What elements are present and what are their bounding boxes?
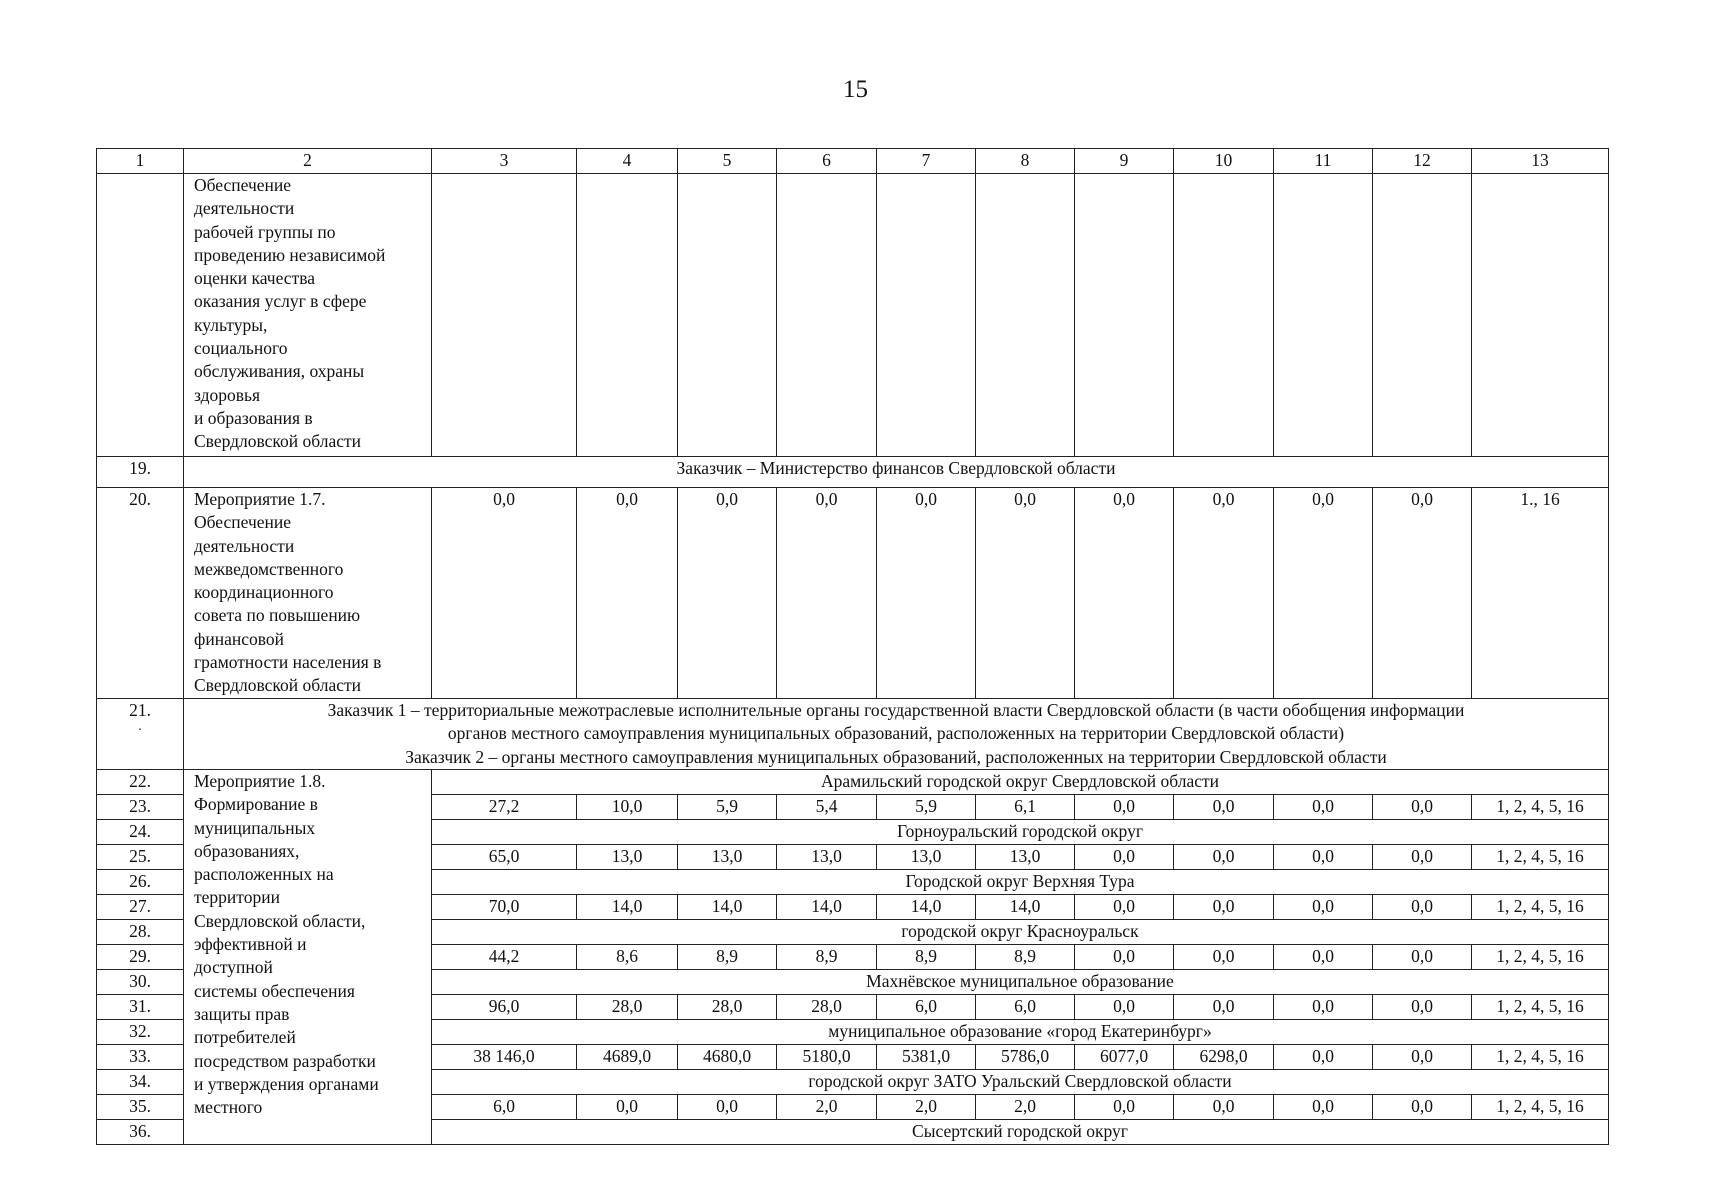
column-header: 5 [678,149,777,174]
measure-description [184,174,432,457]
value-cell: 0,0 [1274,1095,1373,1120]
description-line: защиты прав [194,1003,290,1024]
value-cell: 0,0 [1373,995,1472,1020]
value-cell: 14,0 [976,895,1075,920]
column-header: 3 [432,149,577,174]
value-cell: 8,9 [877,945,976,970]
target-indicators: 1, 2, 4, 5, 16 [1472,995,1609,1020]
column-header: 2 [184,149,432,174]
row-number: 20. [97,488,184,699]
row-mark: · [137,723,143,739]
description-line: эффективной и [194,934,307,955]
value-cell: 0,0 [577,1095,678,1120]
banner-line: Заказчик 1 – территориальные межотраслевые исполнительные органы государственной власти Свердловской области (в части обобщения информации [327,700,1465,720]
value-cell: 0,0 [777,488,877,699]
value-cell: 14,0 [877,895,976,920]
value-cell: 6,0 [976,995,1075,1020]
value-cell: 4680,0 [678,1045,777,1070]
municipality-name: городской округ ЗАТО Уральский Свердловской области [432,1070,1609,1095]
row-number: 19. [97,457,184,488]
value-cell: 0,0 [678,488,777,699]
value-cell: 2,0 [976,1095,1075,1120]
description-line: образованиях, [194,840,300,861]
description-line: муниципальных [194,817,316,838]
value-cell: 13,0 [577,845,678,870]
row-number [97,699,184,770]
column-header: 10 [1174,149,1274,174]
value-cell: 0,0 [1373,1045,1472,1070]
customer-banner: Заказчик – Министерство финансов Свердловской области [184,457,1609,488]
row-number-text: 21. [129,700,151,720]
description-line: грамотности населения в [194,652,382,673]
table-row [97,699,1609,770]
value-cell: 0,0 [1274,895,1373,920]
description-line: оценки качества [194,268,316,289]
municipality-name: Арамильский городской округ Свердловской области [432,770,1609,795]
value-cell: 96,0 [432,995,577,1020]
row-number: 31. [97,995,184,1020]
value-cell: 13,0 [678,845,777,870]
description-line: деятельности [194,198,295,219]
value-cell: 13,0 [777,845,877,870]
value-cell: 0,0 [1075,945,1174,970]
row-number: 28. [97,920,184,945]
row-number: 33. [97,1045,184,1070]
measure-description [184,488,432,699]
target-indicators: 1, 2, 4, 5, 16 [1472,1045,1609,1070]
value-cell: 0,0 [1274,1045,1373,1070]
value-cell: 0,0 [1075,995,1174,1020]
value-cell: 8,9 [976,945,1075,970]
municipality-name: Сысертский городской округ [432,1120,1609,1145]
row-number: 35. [97,1095,184,1120]
description-line: деятельности [194,535,295,556]
value-cell: 4689,0 [577,1045,678,1070]
description-line: расположенных на [194,864,334,885]
description-line: культуры, [194,314,268,335]
description-line: рабочей группы по [194,221,336,242]
row-number: 29. [97,945,184,970]
value-cell: 5,9 [877,795,976,820]
description-line: доступной [194,957,273,978]
column-header: 8 [976,149,1075,174]
description-line: обслуживания, охраны [194,361,365,382]
description-line: Формирование в [194,794,318,815]
column-header: 12 [1373,149,1472,174]
municipality-name: Городской округ Верхняя Тура [432,870,1609,895]
value-cell: 70,0 [432,895,577,920]
municipality-name: Горноуральский городской округ [432,820,1609,845]
value-cell: 0,0 [1174,1095,1274,1120]
description-line: Свердловской области [194,675,362,696]
page-number: 15 [843,76,868,103]
description-line: территории [194,887,280,908]
value-cell: 5,4 [777,795,877,820]
value-cell: 65,0 [432,845,577,870]
column-header: 7 [877,149,976,174]
value-cell: 0,0 [1075,488,1174,699]
value-cell: 44,2 [432,945,577,970]
value-cell: 0,0 [1075,845,1174,870]
value-cell: 6,1 [976,795,1075,820]
value-cell: 14,0 [678,895,777,920]
description-line: и образования в [194,407,313,428]
value-cell: 28,0 [577,995,678,1020]
description-line: проведению независимой [194,244,386,265]
description-line: социального [194,338,288,359]
table-row [97,488,1609,699]
description-line: Мероприятие 1.8. [194,771,326,791]
column-header: 13 [1472,149,1609,174]
value-cell: 13,0 [877,845,976,870]
value-cell: 6,0 [877,995,976,1020]
description-line: местного [194,1097,263,1118]
customer-banner [184,699,1609,770]
row-number: 22. [97,770,184,795]
municipality-name: Махнёвское муниципальное образование [432,970,1609,995]
value-cell: 6,0 [432,1095,577,1120]
table-row [97,770,1609,795]
value-cell: 0,0 [877,488,976,699]
value-cell: 0,0 [1274,845,1373,870]
value-cell: 0,0 [1373,845,1472,870]
value-cell: 5,9 [678,795,777,820]
value-cell: 5786,0 [976,1045,1075,1070]
value-cell: 38 146,0 [432,1045,577,1070]
description-line: координационного [194,582,334,603]
banner-line: Заказчик 2 – органы местного самоуправления муниципальных образований, расположенных на территории Свердловской области [405,746,1387,767]
value-cell: 0,0 [1174,488,1274,699]
value-cell: 10,0 [577,795,678,820]
row-number: 34. [97,1070,184,1095]
target-indicators: 1, 2, 4, 5, 16 [1472,1095,1609,1120]
municipality-name: муниципальное образование «город Екатеринбург» [432,1020,1609,1045]
row-number: 24. [97,820,184,845]
value-cell: 0,0 [432,488,577,699]
description-line: Мероприятие 1.7. [194,489,326,509]
row-number: 32. [97,1020,184,1045]
value-cell: 0,0 [1274,945,1373,970]
value-cell: 0,0 [1373,795,1472,820]
value-cell: 2,0 [777,1095,877,1120]
value-cell: 6298,0 [1174,1045,1274,1070]
municipality-name: городской округ Красноуральск [432,920,1609,945]
value-cell: 8,6 [577,945,678,970]
description-line: Обеспечение [194,512,292,533]
value-cell: 0,0 [1373,895,1472,920]
value-cell: 8,9 [777,945,877,970]
target-indicators: 1, 2, 4, 5, 16 [1472,795,1609,820]
column-header: 11 [1274,149,1373,174]
measure-description [184,770,432,1145]
program-table [96,148,1609,1145]
description-line: совета по повышению [194,605,361,626]
description-line: потребителей [194,1027,296,1048]
table-row [97,174,1609,457]
value-cell: 0,0 [1075,895,1174,920]
row-number: 23. [97,795,184,820]
value-cell: 14,0 [577,895,678,920]
target-indicators: 1, 2, 4, 5, 16 [1472,895,1609,920]
value-cell: 0,0 [1274,995,1373,1020]
value-cell: 0,0 [1373,488,1472,699]
value-cell: 0,0 [577,488,678,699]
value-cell: 28,0 [678,995,777,1020]
value-cell: 0,0 [1373,1095,1472,1120]
description-line: Свердловской области, [194,910,366,931]
row-number-cell [97,174,184,457]
row-number: 27. [97,895,184,920]
description-line: Свердловской области [194,431,362,452]
column-header: 1 [97,149,184,174]
description-line: посредством разработки [194,1050,376,1071]
table-row [97,457,1609,488]
value-cell: 0,0 [1174,795,1274,820]
value-cell: 0,0 [1274,795,1373,820]
value-cell: 0,0 [976,488,1075,699]
column-header: 6 [777,149,877,174]
value-cell: 0,0 [1075,795,1174,820]
target-indicators: 1, 2, 4, 5, 16 [1472,845,1609,870]
value-cell: 6077,0 [1075,1045,1174,1070]
description-line: межведомственного [194,558,344,579]
value-cell: 0,0 [1274,488,1373,699]
description-line: и утверждения органами [194,1073,379,1094]
description-line: оказания услуг в сфере [194,291,367,312]
value-cell: 5381,0 [877,1045,976,1070]
value-cell: 13,0 [976,845,1075,870]
value-cell: 0,0 [1174,895,1274,920]
row-number: 30. [97,970,184,995]
value-cell: 27,2 [432,795,577,820]
column-header: 4 [577,149,678,174]
value-cell: 0,0 [1174,845,1274,870]
value-cell: 28,0 [777,995,877,1020]
value-cell: 5180,0 [777,1045,877,1070]
value-cell: 2,0 [877,1095,976,1120]
column-header: 9 [1075,149,1174,174]
description-line: финансовой [194,628,284,649]
row-number: 26. [97,870,184,895]
row-number: 36. [97,1120,184,1145]
header-row [97,149,1609,174]
value-cell: 14,0 [777,895,877,920]
target-indicators: 1., 16 [1472,488,1609,699]
value-cell: 0,0 [1174,945,1274,970]
banner-line: органов местного самоуправления муниципальных образований, расположенных на территории Свердловской области) [447,723,1345,744]
value-cell: 0,0 [1373,945,1472,970]
description-line: Обеспечение [194,175,292,195]
row-number: 25. [97,845,184,870]
value-cell: 0,0 [1075,1095,1174,1120]
description-line: здоровья [194,384,261,405]
target-indicators: 1, 2, 4, 5, 16 [1472,945,1609,970]
description-line: системы обеспечения [194,980,355,1001]
value-cell: 8,9 [678,945,777,970]
value-cell: 0,0 [1174,995,1274,1020]
value-cell: 0,0 [678,1095,777,1120]
